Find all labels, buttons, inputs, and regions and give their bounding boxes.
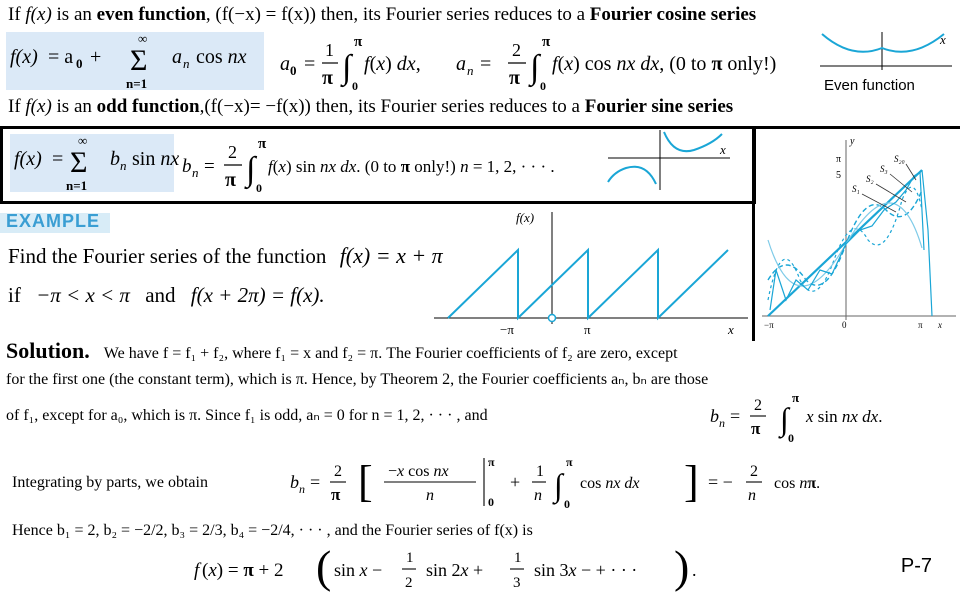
svg-text:n: n — [719, 416, 725, 430]
even-function-caption: Even function — [824, 77, 915, 94]
problem-text: Find the Fourier series of the function — [8, 244, 327, 268]
svg-text:(x) = π + 2: (x) = π + 2 — [202, 560, 284, 581]
svg-text:0: 0 — [488, 495, 494, 509]
svg-text:]: ] — [684, 457, 699, 506]
condition-range: −π < x < π — [36, 283, 130, 307]
text-is: is an — [56, 4, 92, 25]
label-s1: S₁ — [852, 184, 860, 194]
svg-text:∫: ∫ — [554, 467, 563, 503]
svg-text:cos nx: cos nx — [196, 46, 247, 68]
svg-text:∫: ∫ — [530, 49, 540, 86]
text-odd-condition: ,(f(−x)= −f(x)) then — [199, 96, 349, 117]
svg-text:2: 2 — [334, 463, 342, 480]
plot-y-pi: π — [836, 154, 842, 165]
svg-text:sin x −: sin x − — [334, 560, 383, 580]
svg-text:1: 1 — [325, 40, 334, 60]
svg-text:f(x): f(x) — [10, 46, 38, 68]
partial-sums-plot — [756, 130, 960, 338]
svg-text:∫: ∫ — [246, 151, 256, 188]
svg-text:cos nx dx: cos nx dx — [580, 475, 640, 492]
problem-function: f(x) = x + π — [339, 243, 443, 268]
plot-x-pi: π — [918, 320, 923, 330]
odd-function-graph — [604, 126, 750, 196]
solution-integration-by-parts — [288, 452, 868, 512]
svg-text:3: 3 — [513, 575, 521, 591]
svg-text:+: + — [90, 46, 102, 68]
cosine-series-formula — [6, 30, 266, 94]
svg-text:π: π — [225, 169, 236, 191]
svg-text:n: n — [748, 487, 756, 504]
svg-text:=: = — [480, 53, 492, 75]
sawtooth-tick-pi: π — [584, 322, 591, 337]
solution-text-5: Hence b₁ = 2, b₂ = −2/2, b₃ = 2/3, b₄ = −2/4, · · · , and the Fourier series of f(x) is — [12, 522, 533, 539]
even-function-graph — [812, 30, 960, 98]
svg-text:=: = — [310, 472, 321, 492]
svg-text:f(x): f(x) — [14, 148, 42, 170]
text-cosine-series-title: Fourier cosine series — [589, 4, 757, 25]
svg-text:0: 0 — [540, 79, 546, 93]
text-fx: f(x) — [25, 96, 52, 117]
svg-text:n: n — [120, 158, 127, 173]
svg-text:0: 0 — [788, 431, 794, 445]
plot-x-label: x — [938, 320, 942, 330]
example-heading: EXAMPLE — [6, 211, 101, 231]
solution-text-3: of f₁, except for a₀, which is π. Since f₁ is odd, aₙ = 0 for n = 1, 2, · · · , and — [6, 407, 488, 424]
svg-text:∞: ∞ — [138, 31, 148, 46]
even-function-statement — [8, 4, 756, 26]
sine-coefficients — [180, 134, 610, 198]
condition-and: and — [145, 283, 176, 307]
svg-text:a: a — [280, 53, 290, 75]
text-if: If — [8, 4, 21, 25]
plot-y-5: 5 — [836, 170, 841, 181]
condition-period: f(x + 2π) = f(x). — [190, 283, 325, 307]
svg-text:= a: = a — [48, 46, 74, 68]
text-even-condition: , (f(−x) = f(x)) then — [205, 4, 354, 25]
sawtooth-origin-point — [549, 315, 556, 322]
solution-line-3 — [6, 405, 488, 425]
solution-heading: Solution. — [6, 338, 90, 363]
solution-line-2 — [6, 369, 708, 389]
svg-text:n: n — [426, 487, 434, 504]
svg-text:∫: ∫ — [780, 401, 789, 437]
svg-text:x: x — [940, 32, 946, 47]
svg-text:π: π — [331, 485, 341, 504]
odd-graph-x-label: x — [720, 142, 726, 157]
plot-x-neg-pi: −π — [764, 320, 774, 330]
svg-text:f: f — [194, 560, 200, 581]
svg-text:=: = — [204, 156, 215, 177]
page-number: P-7 — [900, 555, 932, 577]
svg-text:1: 1 — [536, 463, 544, 480]
text-even-function: even function — [96, 4, 206, 25]
svg-text:+: + — [510, 472, 521, 492]
text-odd-function: odd function — [96, 96, 200, 117]
svg-text:π: π — [354, 34, 363, 50]
svg-text:n: n — [467, 63, 474, 78]
cosine-coefficients — [280, 32, 820, 96]
sawtooth-graph — [430, 208, 750, 338]
text-fx: f(x) — [25, 4, 52, 25]
svg-text:b: b — [182, 156, 192, 177]
sawtooth-y-label: f(x) — [516, 210, 535, 225]
svg-text:b: b — [110, 148, 120, 170]
svg-text:n: n — [299, 482, 305, 496]
svg-text:(: ( — [316, 541, 332, 592]
svg-text:π: π — [258, 136, 267, 152]
svg-text:∞: ∞ — [78, 133, 88, 148]
svg-text:n: n — [534, 487, 542, 504]
sawtooth-tick-neg-pi: −π — [500, 322, 514, 337]
solution-text-1: We have f = f₁ + f₂, where f₁ = x and f₂ = π. The Fourier coefficients of f₂ are zero, except — [103, 345, 678, 362]
svg-text:π: π — [322, 67, 333, 89]
text-is: is an — [56, 96, 92, 117]
text-reduces: , its Fourier series reduces to a — [353, 4, 586, 25]
svg-text:Σ: Σ — [70, 146, 88, 179]
condition-if: if — [8, 283, 21, 307]
svg-text:n: n — [183, 56, 190, 71]
svg-text:1: 1 — [406, 550, 414, 566]
text-if: If — [8, 96, 21, 117]
example-problem — [8, 243, 443, 269]
svg-text:b: b — [710, 406, 719, 426]
svg-text:sin nx: sin nx — [132, 148, 180, 170]
solution-line-1 — [6, 338, 678, 364]
svg-text:2: 2 — [512, 40, 521, 60]
svg-text:π: π — [566, 455, 573, 469]
svg-text:0: 0 — [564, 497, 570, 511]
solution-text-2: for the first one (the constant term), which is π. Hence, by Theorem 2, the Fourier coefficients aₙ, bₙ are those — [6, 371, 709, 388]
svg-text:sin 2x +: sin 2x + — [426, 560, 484, 580]
svg-text:π: π — [488, 455, 495, 469]
svg-text:f(x) sin nx dx. (0 to π only!: f(x) sin nx dx. (0 to π only!) n = 1, 2, · · · . — [268, 157, 555, 176]
text-sine-series-title: Fourier sine series — [584, 96, 734, 117]
svg-text:2: 2 — [754, 397, 762, 414]
solution-line-4-lead — [12, 474, 208, 492]
sawtooth-x-label: x — [728, 322, 734, 337]
svg-text:=: = — [52, 148, 64, 170]
odd-function-statement — [8, 96, 733, 118]
svg-text:n=1: n=1 — [126, 76, 148, 91]
label-s20: S₂₀ — [894, 154, 905, 164]
svg-text:0: 0 — [352, 79, 358, 93]
svg-text:∫: ∫ — [342, 49, 352, 86]
svg-text:f(x) cos nx dx, (0 to π only!: f(x) cos nx dx, (0 to π only!) — [552, 53, 777, 75]
svg-text:): ) — [674, 541, 690, 592]
svg-text:π: π — [792, 392, 800, 405]
svg-text:.: . — [692, 560, 697, 580]
svg-text:0: 0 — [76, 56, 83, 71]
svg-text:=: = — [730, 406, 741, 426]
svg-text:sin 3x − + · · ·: sin 3x − + · · · — [534, 560, 638, 580]
svg-text:1: 1 — [514, 550, 522, 566]
sine-series-formula — [10, 132, 180, 196]
svg-text:−x cos nx: −x cos nx — [388, 463, 449, 480]
svg-text:2: 2 — [228, 142, 237, 162]
solution-bn-integral — [708, 392, 908, 448]
svg-text:2: 2 — [750, 463, 758, 480]
svg-text:π: π — [542, 34, 551, 50]
label-s3: S₃ — [880, 164, 888, 174]
svg-text:[: [ — [358, 457, 373, 506]
final-fourier-series — [192, 538, 732, 600]
svg-text:a: a — [456, 53, 466, 75]
solution-text-4: Integrating by parts, we obtain — [12, 474, 208, 491]
svg-text:0: 0 — [256, 181, 262, 195]
svg-text:x sin nx dx.: x sin nx dx. — [806, 407, 883, 426]
svg-text:f(x) dx,: f(x) dx, — [364, 53, 421, 75]
example-condition — [8, 283, 325, 308]
plot-x-zero: 0 — [842, 320, 847, 330]
svg-text:cos nπ.: cos nπ. — [774, 475, 821, 492]
svg-text:n: n — [192, 165, 199, 180]
text-reduces: , its Fourier series reduces to a — [348, 96, 580, 117]
svg-text:π: π — [509, 67, 520, 89]
plot-y-label: y — [850, 136, 855, 147]
svg-text:0: 0 — [290, 63, 297, 78]
svg-text:π: π — [751, 419, 761, 438]
svg-text:a: a — [172, 46, 182, 68]
svg-text:=: = — [304, 53, 316, 75]
svg-text:= −: = − — [708, 472, 733, 492]
svg-text:2: 2 — [405, 575, 413, 591]
svg-text:n=1: n=1 — [66, 178, 88, 193]
svg-text:Σ: Σ — [130, 44, 148, 77]
label-s2: S₂ — [866, 174, 874, 184]
svg-text:b: b — [290, 472, 299, 492]
